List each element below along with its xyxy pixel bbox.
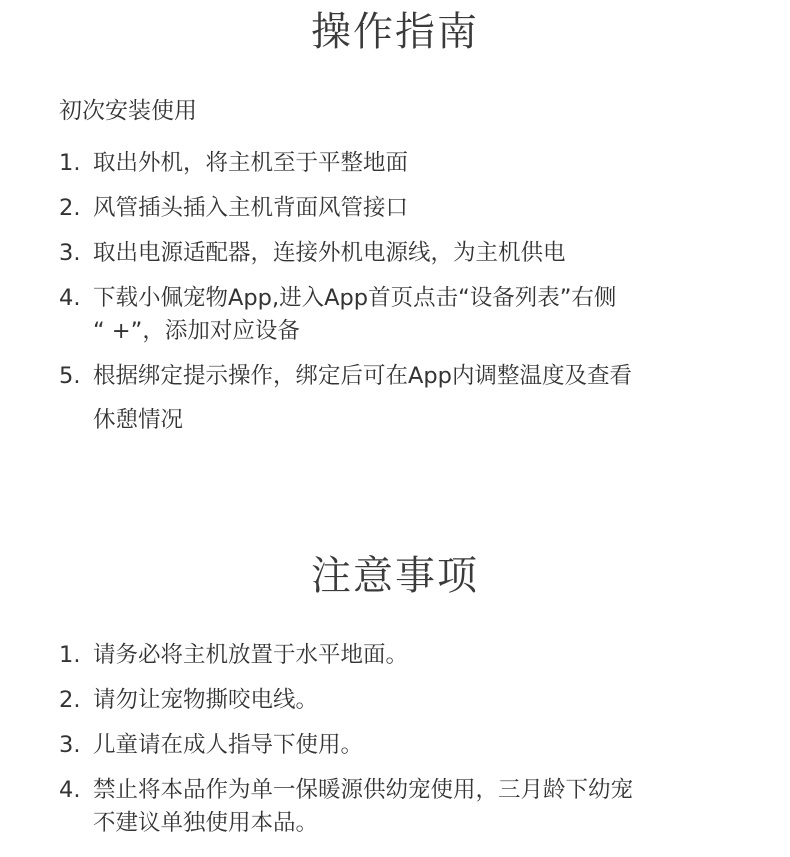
setup-step-4 bbox=[59, 282, 739, 348]
step-text-continued: “ +”，添加对应设备 bbox=[93, 318, 300, 344]
note-item-4 bbox=[59, 774, 739, 840]
step-text: 取出外机，将主机至于平整地面 bbox=[93, 150, 409, 176]
step-number: 1. bbox=[59, 150, 81, 176]
guide-title: 操作指南 bbox=[311, 9, 479, 55]
step-text-continued: 休憩情况 bbox=[93, 407, 184, 433]
note-text-continued: 不建议单独使用本品。 bbox=[93, 810, 319, 836]
initial-setup-heading: 初次安装使用 bbox=[59, 98, 197, 124]
step-text: 风管插头插入主机背面风管接口 bbox=[93, 195, 409, 221]
setup-step-2 bbox=[59, 192, 739, 225]
step-text: 下载小佩宠物App,进入App首页点击“设备列表”右侧 bbox=[93, 285, 617, 311]
note-number: 1. bbox=[59, 642, 81, 668]
note-text: 请务必将主机放置于水平地面。 bbox=[93, 642, 409, 668]
setup-step-3 bbox=[59, 237, 739, 270]
step-number: 3. bbox=[59, 240, 81, 266]
note-text: 儿童请在成人指导下使用。 bbox=[93, 732, 364, 758]
note-item-3 bbox=[59, 729, 739, 762]
note-item-1 bbox=[59, 639, 739, 672]
note-text: 禁止将本品作为单一保暖源供幼宠使用，三月龄下幼宠 bbox=[93, 777, 634, 803]
setup-step-1 bbox=[59, 147, 739, 180]
note-text: 请勿让宠物撕咬电线。 bbox=[93, 687, 319, 713]
step-number: 2. bbox=[59, 195, 81, 221]
step-number: 4. bbox=[59, 285, 81, 311]
note-item-2 bbox=[59, 684, 739, 717]
setup-step-5 bbox=[59, 360, 739, 437]
step-number: 5. bbox=[59, 363, 81, 389]
note-number: 3. bbox=[59, 732, 81, 758]
notes-title: 注意事项 bbox=[311, 553, 479, 599]
step-text: 取出电源适配器，连接外机电源线，为主机供电 bbox=[93, 240, 566, 266]
note-number: 2. bbox=[59, 687, 81, 713]
step-text: 根据绑定提示操作，绑定后可在App内调整温度及查看 bbox=[93, 363, 632, 389]
note-number: 4. bbox=[59, 777, 81, 803]
